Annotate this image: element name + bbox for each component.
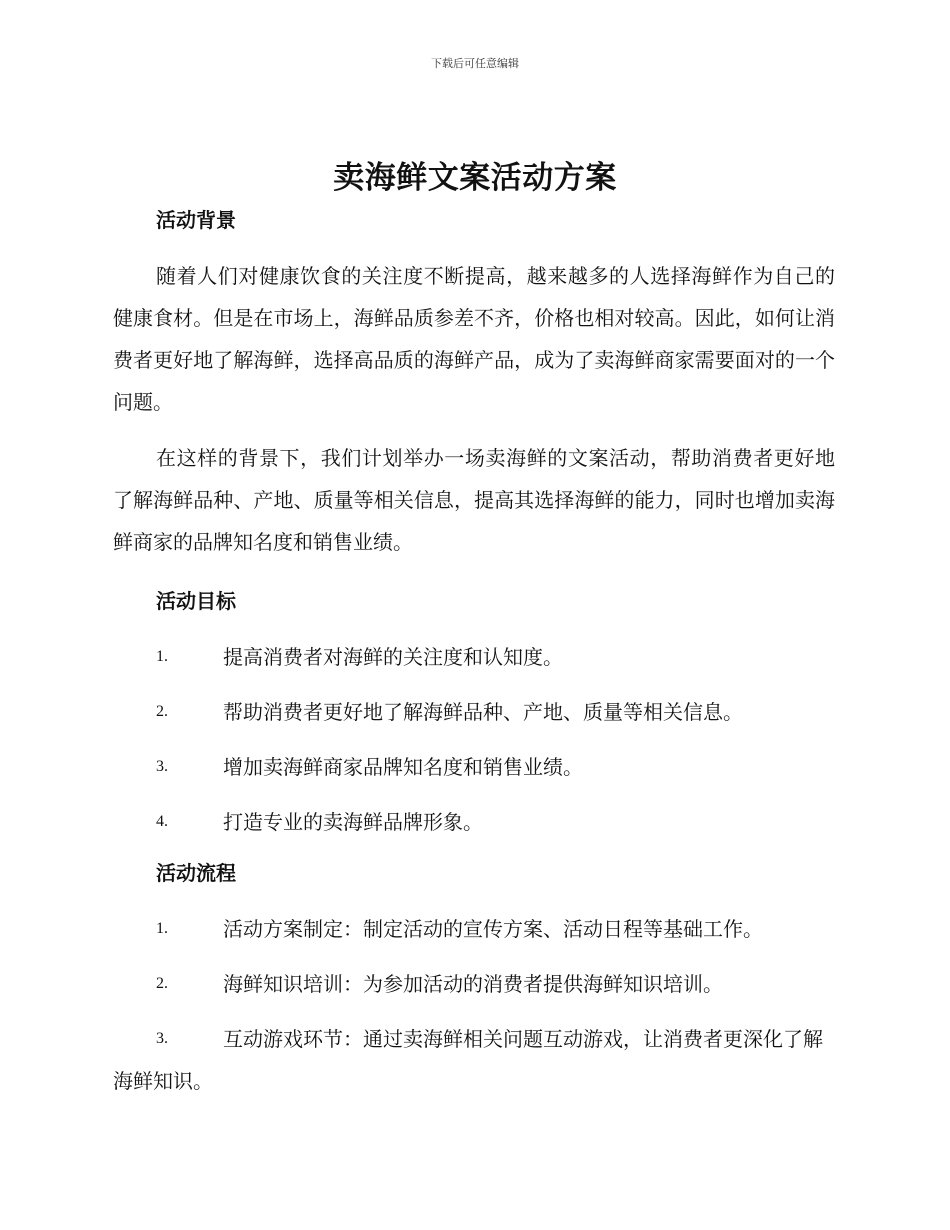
list-number: 3. [156, 1030, 168, 1047]
list-item-text: 提高消费者对海鲜的关注度和认知度。 [223, 645, 563, 669]
process-list [113, 908, 835, 1102]
list-number: 3. [156, 758, 168, 775]
section-heading: 活动流程 [156, 861, 236, 885]
paragraph: 随着人们对健康饮食的关注度不断提高，越来越多的人选择海鲜作为自己的健康食材。但是在市场上，海鲜品质参差不齐，价格也相对较高。因此，如何让消费者更好地了解海鲜，选择高品质的海鲜产品，成为了卖海鲜商家需要面对的一个问题。 [113, 264, 835, 414]
document-body [113, 202, 835, 1102]
section-background [113, 202, 835, 563]
section-goals [113, 583, 835, 843]
list-item-text: 打造专业的卖海鲜品牌形象。 [223, 810, 483, 834]
document-title: 卖海鲜文案活动方案 [333, 160, 617, 196]
list-item-text: 互动游戏环节：通过卖海鲜相关问题互动游戏，让消费者更深化了解海鲜知识。 [113, 1027, 823, 1093]
goals-list [113, 636, 835, 843]
list-item [113, 908, 835, 950]
list-number: 2. [156, 975, 168, 992]
list-number: 2. [156, 703, 168, 720]
paragraph: 在这样的背景下，我们计划举办一场卖海鲜的文案活动，帮助消费者更好地了解海鲜品种、产地、质量等相关信息，提高其选择海鲜的能力，同时也增加卖海鲜商家的品牌知名度和销售业绩。 [113, 446, 835, 554]
list-item [113, 1018, 835, 1102]
list-item-text: 帮助消费者更好地了解海鲜品种、产地、质量等相关信息。 [223, 700, 743, 724]
list-item [113, 636, 835, 678]
list-item [113, 746, 835, 788]
section-process [113, 855, 835, 1102]
list-item [113, 691, 835, 733]
section-heading: 活动目标 [156, 589, 236, 613]
list-item [113, 801, 835, 843]
list-item [113, 963, 835, 1005]
list-item-text: 活动方案制定：制定活动的宣传方案、活动日程等基础工作。 [223, 917, 763, 941]
list-number: 1. [156, 648, 168, 665]
section-heading: 活动背景 [156, 208, 236, 232]
list-item-text: 海鲜知识培训：为参加活动的消费者提供海鲜知识培训。 [223, 972, 723, 996]
list-item-text: 增加卖海鲜商家品牌知名度和销售业绩。 [223, 755, 583, 779]
header-note: 下载后可任意编辑 [431, 57, 519, 70]
list-number: 4. [156, 813, 168, 830]
list-number: 1. [156, 920, 168, 937]
